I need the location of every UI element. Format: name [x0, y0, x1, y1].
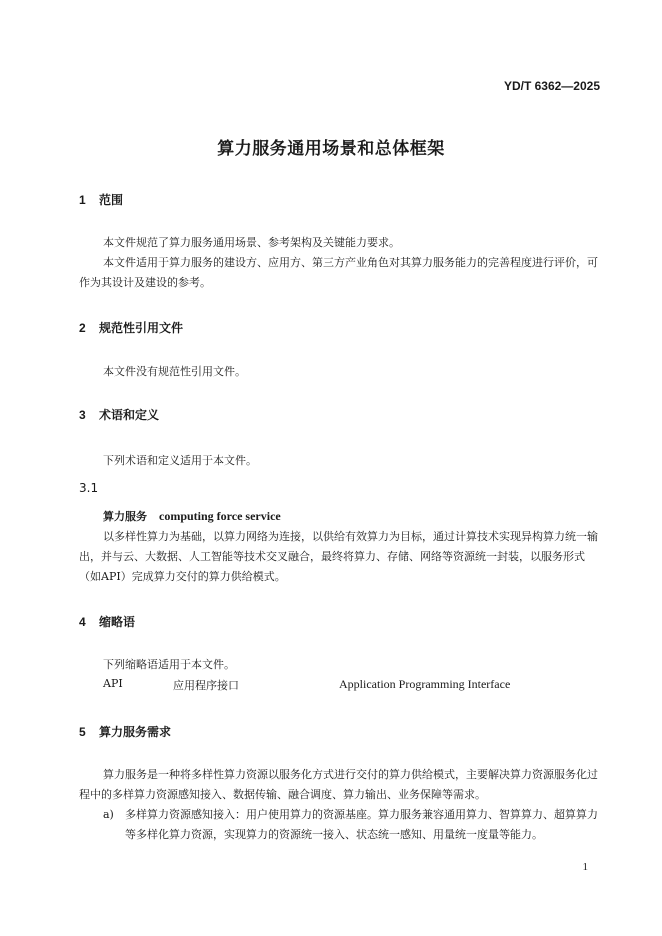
paragraph: 算力服务是一种将多样性算力资源以服务化方式进行交付的算力供给模式，主要解决算力资源服务化过程中的多样算力资源感知接入、数据传输、融合调度、算力输出、业务保障等需求。	[79, 768, 598, 801]
section-number: 1	[79, 193, 86, 207]
page-number: 1	[582, 861, 588, 873]
abbreviation-zh: 应用程序接口	[173, 679, 239, 692]
list-label: a)	[103, 808, 114, 821]
section-4-heading	[79, 613, 135, 630]
abbreviation: API	[103, 677, 123, 690]
paragraph: 本文件没有规范性引用文件。	[103, 365, 246, 378]
paragraph: 本文件规范了算力服务通用场景、参考架构及关键能力要求。	[103, 236, 400, 249]
term-entry	[103, 508, 281, 524]
section-2-heading	[79, 319, 183, 336]
section-title: 算力服务需求	[99, 725, 172, 739]
section-1-heading	[79, 191, 123, 208]
section-number: 2	[79, 321, 86, 335]
term-en: computing force service	[159, 509, 281, 523]
section-number: 4	[79, 615, 86, 629]
section-5-heading	[79, 723, 171, 740]
section-number: 5	[79, 725, 86, 739]
term-definition: 以多样性算力为基础，以算力网络为连接，以供给有效算力为目标，通过计算技术实现异构算力统一输出，并与云、大数据、人工智能等技术交叉融合，最终将算力、存储、网络等资源统一封装，以服务形式（如API）完成算力交付的算力供给模式。	[79, 530, 598, 583]
paragraph: 下列术语和定义适用于本文件。	[103, 454, 257, 467]
section-title: 范围	[99, 193, 124, 207]
document-title: 算力服务通用场景和总体框架	[217, 139, 445, 159]
section-3-heading	[79, 406, 159, 423]
subsection-number: 3.1	[79, 481, 99, 495]
standard-number: YD/T 6362—2025	[503, 79, 600, 93]
paragraph: 下列缩略语适用于本文件。	[103, 658, 235, 671]
section-title: 规范性引用文件	[99, 321, 184, 335]
abbreviation-en: Application Programming Interface	[339, 677, 511, 691]
list-text: 多样算力资源感知接入：用户使用算力的资源基座。算力服务兼容通用算力、智算算力、超算算力等多样化算力资源，实现算力的资源统一接入、状态统一感知、用量统一度量等能力。	[125, 808, 598, 841]
term-zh: 算力服务	[103, 510, 147, 523]
section-title: 缩略语	[99, 615, 136, 629]
section-title: 术语和定义	[99, 408, 160, 422]
paragraph: 本文件适用于算力服务的建设方、应用方、第三方产业角色对其算力服务能力的完善程度进行评价，可作为其设计及建设的参考。	[79, 256, 598, 289]
section-number: 3	[79, 408, 86, 422]
